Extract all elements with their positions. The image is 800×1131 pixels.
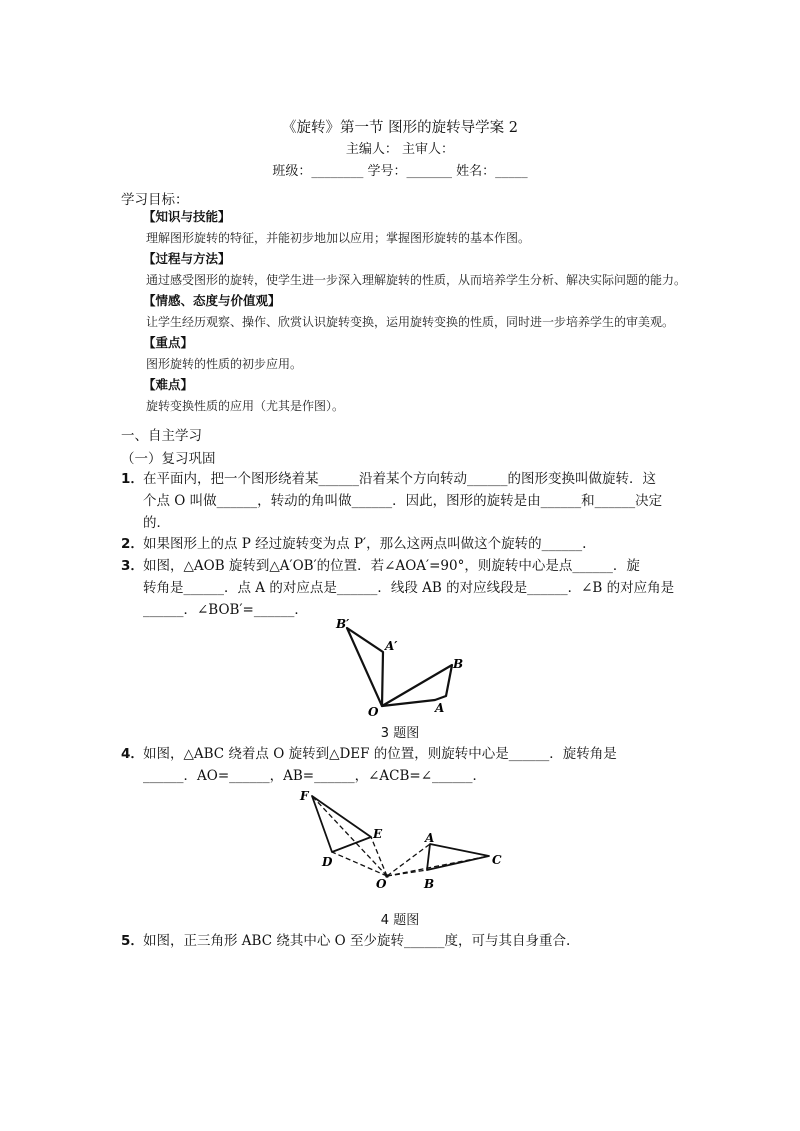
goal-label-process: 【过程与方法】 bbox=[143, 251, 231, 266]
student-info-line: 班级：________ 学号：_______ 姓名：_____ bbox=[272, 164, 528, 179]
figure-4-caption: 4 题图 bbox=[380, 913, 420, 928]
editors-line: 主编人： 主审人： bbox=[345, 142, 455, 157]
label-o: O bbox=[368, 705, 379, 719]
question-5-line-1: 如图，正三角形 ABC 绕其中心 O 至少旋转______度，可与其自身重合. bbox=[143, 933, 571, 949]
goal-text-emotion: 让学生经历观察、操作、欣赏认识旋转变换，运用旋转变换的性质，同时进一步培养学生的审美观。 bbox=[146, 315, 675, 329]
label-e: E bbox=[373, 827, 383, 841]
question-4-number: 4． bbox=[121, 746, 144, 762]
label-o: O bbox=[376, 877, 387, 891]
label-d: D bbox=[322, 855, 333, 869]
label-a: A bbox=[435, 701, 445, 715]
question-3-line-3: ______．∠BOB′=______． bbox=[143, 602, 308, 618]
goal-label-knowledge: 【知识与技能】 bbox=[143, 209, 231, 224]
section-self-study: 一、自主学习 bbox=[121, 428, 202, 444]
figure-3-caption: 3 题图 bbox=[380, 726, 420, 741]
goal-text-knowledge: 理解图形旋转的特征，并能初步地加以应用；掌握图形旋转的基本作图。 bbox=[146, 231, 531, 245]
figure-3-diagram bbox=[325, 612, 475, 722]
question-5-number: 5． bbox=[121, 933, 144, 949]
question-1-line-1: 在平面内，把一个图形绕着某______沿着某个方向转动______的图形变换叫做旋转．这 bbox=[143, 471, 656, 487]
label-b-prime: B′ bbox=[336, 617, 350, 631]
question-3-number: 3． bbox=[121, 558, 144, 574]
goal-label-difficulty: 【难点】 bbox=[143, 377, 194, 392]
document-title: 《旋转》第一节 图形的旋转导学案 2 bbox=[282, 120, 518, 136]
label-b: B bbox=[453, 657, 464, 671]
question-4-line-2: ______．AO=______，AB=______，∠ACB=∠______． bbox=[143, 768, 487, 784]
goal-text-process: 通过感受图形的旋转，使学生进一步深入理解旋转的性质，从而培养学生分析、解决实际问题的能力。 bbox=[146, 273, 687, 287]
question-1-line-2: 个点 O 叫做______，转动的角叫做______．因此，图形的旋转是由______和______决定 bbox=[143, 493, 663, 509]
label-c: C bbox=[492, 853, 502, 867]
label-a-prime: A′ bbox=[385, 639, 398, 653]
goal-label-emotion: 【情感、态度与价值观】 bbox=[143, 293, 281, 308]
label-b: B bbox=[424, 877, 435, 891]
question-3-line-2: 转角是______．点 A 的对应点是______．线段 AB 的对应线段是______．∠B 的对应角是 bbox=[143, 580, 675, 596]
question-4-line-1: 如图，△ABC 绕着点 O 旋转到△DEF 的位置，则旋转中心是______．旋转角是 bbox=[143, 746, 617, 762]
goals-heading: 学习目标： bbox=[121, 192, 189, 208]
goal-label-key-point: 【重点】 bbox=[143, 335, 194, 350]
subsection-review: （一）复习巩固 bbox=[121, 451, 216, 467]
question-2-number: 2． bbox=[121, 536, 144, 552]
label-f: F bbox=[300, 789, 309, 803]
question-1-number: 1． bbox=[121, 471, 144, 487]
goal-text-key-point: 图形旋转的性质的初步应用。 bbox=[146, 357, 303, 371]
question-2-line-1: 如果图形上的点 P 经过旋转变为点 P′，那么这两点叫做这个旋转的______. bbox=[143, 536, 587, 552]
question-1-line-3: 的． bbox=[143, 515, 170, 531]
goal-text-difficulty: 旋转变换性质的应用（尤其是作图）。 bbox=[146, 399, 345, 413]
figure-4-diagram bbox=[292, 786, 512, 901]
question-3-line-1: 如图，△AOB 旋转到△A′OB′的位置．若∠AOA′=90°，则旋转中心是点______．旋 bbox=[143, 558, 640, 574]
label-a: A bbox=[425, 831, 435, 845]
